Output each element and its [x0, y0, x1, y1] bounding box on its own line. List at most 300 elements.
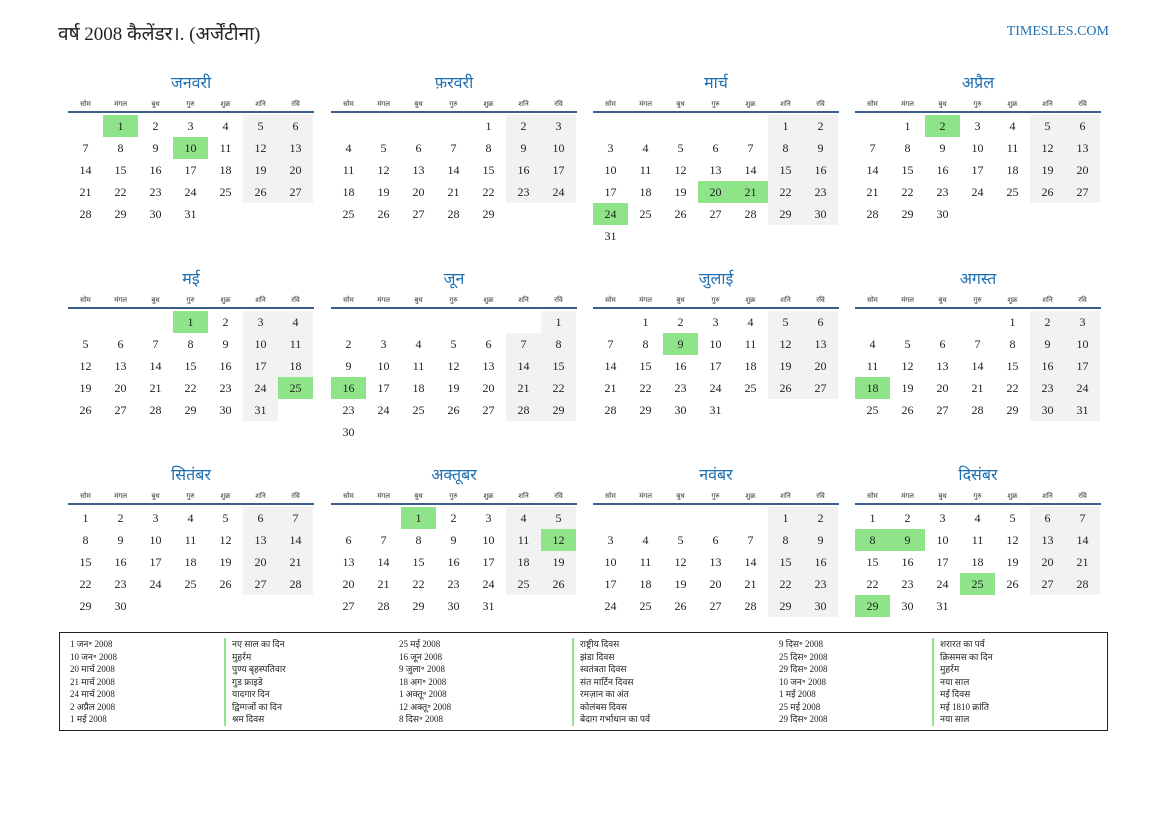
day-cell[interactable]: 17	[936, 555, 949, 569]
day-cell[interactable]: 15	[901, 163, 914, 177]
day-cell[interactable]: 30	[901, 599, 914, 613]
day-cell[interactable]: 9	[117, 533, 124, 547]
day-cell[interactable]: 25	[744, 381, 757, 395]
day-cell[interactable]: 29	[79, 599, 92, 613]
day-cell[interactable]: 26	[674, 599, 687, 613]
day-cell[interactable]: 6	[278, 115, 313, 137]
day-cell[interactable]: 21	[377, 577, 390, 591]
day-cell[interactable]: 27	[243, 573, 278, 595]
day-cell[interactable]: 16	[803, 159, 838, 181]
day-cell[interactable]: 11	[639, 163, 652, 177]
day-cell[interactable]: 30	[803, 595, 838, 617]
day-cell[interactable]: 5	[222, 511, 229, 525]
day-cell[interactable]: 1	[768, 115, 803, 137]
day-cell[interactable]: 10	[971, 141, 984, 155]
day-cell[interactable]: 26	[219, 577, 232, 591]
day-cell[interactable]: 6	[939, 337, 946, 351]
day-cell[interactable]: 6	[345, 533, 352, 547]
day-cell[interactable]: 15	[184, 359, 197, 373]
day-cell[interactable]: 9	[1030, 333, 1065, 355]
day-cell[interactable]: 28	[971, 403, 984, 417]
day-cell[interactable]: 2	[904, 511, 911, 525]
brand-link[interactable]: TIMESLES.COM	[1006, 24, 1109, 39]
day-cell[interactable]: 8	[768, 137, 803, 159]
day-cell[interactable]: 3	[712, 315, 719, 329]
day-cell[interactable]: 6	[485, 337, 492, 351]
day-cell[interactable]: 19	[447, 381, 460, 395]
day-cell[interactable]: 17	[604, 577, 617, 591]
day-cell[interactable]: 25	[184, 577, 197, 591]
day-cell[interactable]: 23	[901, 577, 914, 591]
day-cell[interactable]: 20	[1065, 159, 1100, 181]
holiday-day-cell[interactable]: 1	[173, 311, 208, 333]
day-cell[interactable]: 11	[342, 163, 355, 177]
day-cell[interactable]: 4	[415, 337, 422, 351]
day-cell[interactable]: 12	[243, 137, 278, 159]
day-cell[interactable]: 8	[117, 141, 124, 155]
holiday-day-cell[interactable]: 2	[925, 115, 960, 137]
day-cell[interactable]: 22	[1006, 381, 1019, 395]
day-cell[interactable]: 5	[677, 533, 684, 547]
day-cell[interactable]: 3	[380, 337, 387, 351]
day-cell[interactable]: 8	[415, 533, 422, 547]
day-cell[interactable]: 6	[712, 533, 719, 547]
day-cell[interactable]: 14	[79, 163, 92, 177]
day-cell[interactable]: 16	[114, 555, 127, 569]
day-cell[interactable]: 4	[869, 337, 876, 351]
day-cell[interactable]: 31	[1065, 399, 1100, 421]
day-cell[interactable]: 14	[971, 359, 984, 373]
day-cell[interactable]: 12	[674, 555, 687, 569]
day-cell[interactable]: 25	[412, 403, 425, 417]
day-cell[interactable]: 20	[412, 185, 425, 199]
day-cell[interactable]: 30	[674, 403, 687, 417]
day-cell[interactable]: 4	[1009, 119, 1016, 133]
day-cell[interactable]: 9	[803, 137, 838, 159]
day-cell[interactable]: 14	[866, 163, 879, 177]
day-cell[interactable]: 30	[219, 403, 232, 417]
day-cell[interactable]: 14	[447, 163, 460, 177]
day-cell[interactable]: 25	[639, 207, 652, 221]
day-cell[interactable]: 31	[184, 207, 197, 221]
day-cell[interactable]: 5	[450, 337, 457, 351]
day-cell[interactable]: 26	[447, 403, 460, 417]
day-cell[interactable]: 29	[1006, 403, 1019, 417]
day-cell[interactable]: 17	[604, 185, 617, 199]
day-cell[interactable]: 15	[412, 555, 425, 569]
day-cell[interactable]: 19	[541, 551, 576, 573]
day-cell[interactable]: 3	[607, 533, 614, 547]
day-cell[interactable]: 30	[803, 203, 838, 225]
day-cell[interactable]: 21	[447, 185, 460, 199]
day-cell[interactable]: 15	[768, 159, 803, 181]
day-cell[interactable]: 8	[485, 141, 492, 155]
day-cell[interactable]: 5	[380, 141, 387, 155]
day-cell[interactable]: 3	[974, 119, 981, 133]
day-cell[interactable]: 16	[1030, 355, 1065, 377]
day-cell[interactable]: 9	[450, 533, 457, 547]
day-cell[interactable]: 23	[219, 381, 232, 395]
day-cell[interactable]: 23	[803, 573, 838, 595]
day-cell[interactable]: 22	[114, 185, 127, 199]
day-cell[interactable]: 25	[219, 185, 232, 199]
day-cell[interactable]: 18	[342, 185, 355, 199]
day-cell[interactable]: 15	[639, 359, 652, 373]
day-cell[interactable]: 29	[114, 207, 127, 221]
day-cell[interactable]: 25	[639, 599, 652, 613]
day-cell[interactable]: 13	[482, 359, 495, 373]
day-cell[interactable]: 4	[747, 315, 754, 329]
day-cell[interactable]: 11	[639, 555, 652, 569]
day-cell[interactable]: 7	[869, 141, 876, 155]
day-cell[interactable]: 29	[184, 403, 197, 417]
day-cell[interactable]: 28	[377, 599, 390, 613]
day-cell[interactable]: 27	[803, 377, 838, 399]
day-cell[interactable]: 2	[506, 115, 541, 137]
day-cell[interactable]: 1	[904, 119, 911, 133]
day-cell[interactable]: 1	[485, 119, 492, 133]
day-cell[interactable]: 28	[604, 403, 617, 417]
day-cell[interactable]: 28	[149, 403, 162, 417]
day-cell[interactable]: 22	[901, 185, 914, 199]
day-cell[interactable]: 15	[866, 555, 879, 569]
day-cell[interactable]: 23	[149, 185, 162, 199]
day-cell[interactable]: 3	[485, 511, 492, 525]
day-cell[interactable]: 13	[709, 555, 722, 569]
day-cell[interactable]: 19	[768, 355, 803, 377]
day-cell[interactable]: 16	[901, 555, 914, 569]
day-cell[interactable]: 10	[541, 137, 576, 159]
holiday-day-cell[interactable]: 8	[855, 529, 890, 551]
holiday-day-cell[interactable]: 21	[733, 181, 768, 203]
day-cell[interactable]: 18	[219, 163, 232, 177]
day-cell[interactable]: 23	[114, 577, 127, 591]
day-cell[interactable]: 24	[709, 381, 722, 395]
day-cell[interactable]: 25	[506, 573, 541, 595]
day-cell[interactable]: 18	[639, 185, 652, 199]
holiday-day-cell[interactable]: 9	[890, 529, 925, 551]
day-cell[interactable]: 23	[447, 577, 460, 591]
day-cell[interactable]: 9	[222, 337, 229, 351]
day-cell[interactable]: 19	[219, 555, 232, 569]
day-cell[interactable]: 9	[939, 141, 946, 155]
day-cell[interactable]: 27	[1065, 181, 1100, 203]
day-cell[interactable]: 5	[541, 507, 576, 529]
day-cell[interactable]: 2	[450, 511, 457, 525]
day-cell[interactable]: 13	[709, 163, 722, 177]
day-cell[interactable]: 13	[803, 333, 838, 355]
day-cell[interactable]: 22	[541, 377, 576, 399]
day-cell[interactable]: 18	[971, 555, 984, 569]
day-cell[interactable]: 28	[506, 399, 541, 421]
day-cell[interactable]: 12	[219, 533, 232, 547]
day-cell[interactable]: 31	[482, 599, 495, 613]
day-cell[interactable]: 27	[482, 403, 495, 417]
day-cell[interactable]: 20	[243, 551, 278, 573]
day-cell[interactable]: 2	[222, 315, 229, 329]
day-cell[interactable]: 23	[506, 181, 541, 203]
day-cell[interactable]: 6	[243, 507, 278, 529]
day-cell[interactable]: 19	[1006, 555, 1019, 569]
day-cell[interactable]: 26	[768, 377, 803, 399]
day-cell[interactable]: 31	[936, 599, 949, 613]
day-cell[interactable]: 24	[1065, 377, 1100, 399]
holiday-day-cell[interactable]: 10	[173, 137, 208, 159]
day-cell[interactable]: 26	[1030, 181, 1065, 203]
day-cell[interactable]: 3	[1065, 311, 1100, 333]
day-cell[interactable]: 31	[709, 403, 722, 417]
day-cell[interactable]: 27	[412, 207, 425, 221]
day-cell[interactable]: 10	[482, 533, 495, 547]
day-cell[interactable]: 19	[79, 381, 92, 395]
day-cell[interactable]: 15	[768, 551, 803, 573]
day-cell[interactable]: 8	[541, 333, 576, 355]
day-cell[interactable]: 3	[243, 311, 278, 333]
day-cell[interactable]: 29	[768, 595, 803, 617]
day-cell[interactable]: 11	[971, 533, 984, 547]
day-cell[interactable]: 7	[152, 337, 159, 351]
day-cell[interactable]: 29	[901, 207, 914, 221]
day-cell[interactable]: 13	[936, 359, 949, 373]
day-cell[interactable]: 9	[803, 529, 838, 551]
day-cell[interactable]: 21	[866, 185, 879, 199]
day-cell[interactable]: 14	[377, 555, 390, 569]
holiday-day-cell[interactable]: 1	[103, 115, 138, 137]
day-cell[interactable]: 7	[380, 533, 387, 547]
day-cell[interactable]: 20	[342, 577, 355, 591]
day-cell[interactable]: 16	[219, 359, 232, 373]
day-cell[interactable]: 10	[243, 333, 278, 355]
day-cell[interactable]: 7	[450, 141, 457, 155]
day-cell[interactable]: 17	[243, 355, 278, 377]
day-cell[interactable]: 2	[803, 507, 838, 529]
day-cell[interactable]: 11	[1006, 141, 1019, 155]
day-cell[interactable]: 1	[541, 311, 576, 333]
day-cell[interactable]: 22	[412, 577, 425, 591]
day-cell[interactable]: 29	[768, 203, 803, 225]
day-cell[interactable]: 21	[278, 551, 313, 573]
day-cell[interactable]: 13	[278, 137, 313, 159]
day-cell[interactable]: 23	[674, 381, 687, 395]
day-cell[interactable]: 4	[974, 511, 981, 525]
day-cell[interactable]: 10	[604, 163, 617, 177]
day-cell[interactable]: 24	[243, 377, 278, 399]
day-cell[interactable]: 30	[1030, 399, 1065, 421]
holiday-day-cell[interactable]: 24	[593, 203, 628, 225]
day-cell[interactable]: 7	[974, 337, 981, 351]
day-cell[interactable]: 6	[1030, 507, 1065, 529]
day-cell[interactable]: 3	[187, 119, 194, 133]
day-cell[interactable]: 13	[243, 529, 278, 551]
day-cell[interactable]: 13	[1030, 529, 1065, 551]
day-cell[interactable]: 5	[82, 337, 89, 351]
day-cell[interactable]: 27	[936, 403, 949, 417]
day-cell[interactable]: 10	[377, 359, 390, 373]
day-cell[interactable]: 26	[674, 207, 687, 221]
day-cell[interactable]: 22	[768, 181, 803, 203]
day-cell[interactable]: 6	[712, 141, 719, 155]
day-cell[interactable]: 19	[243, 159, 278, 181]
day-cell[interactable]: 21	[506, 377, 541, 399]
day-cell[interactable]: 7	[607, 337, 614, 351]
day-cell[interactable]: 20	[1030, 551, 1065, 573]
day-cell[interactable]: 9	[152, 141, 159, 155]
day-cell[interactable]: 19	[901, 381, 914, 395]
day-cell[interactable]: 20	[709, 577, 722, 591]
day-cell[interactable]: 27	[278, 181, 313, 203]
day-cell[interactable]: 13	[1065, 137, 1100, 159]
day-cell[interactable]: 11	[866, 359, 879, 373]
day-cell[interactable]: 14	[149, 359, 162, 373]
day-cell[interactable]: 17	[149, 555, 162, 569]
day-cell[interactable]: 11	[184, 533, 197, 547]
day-cell[interactable]: 5	[677, 141, 684, 155]
day-cell[interactable]: 27	[342, 599, 355, 613]
day-cell[interactable]: 15	[541, 355, 576, 377]
day-cell[interactable]: 24	[936, 577, 949, 591]
day-cell[interactable]: 13	[342, 555, 355, 569]
holiday-day-cell[interactable]: 16	[331, 377, 366, 399]
day-cell[interactable]: 29	[639, 403, 652, 417]
day-cell[interactable]: 26	[79, 403, 92, 417]
day-cell[interactable]: 16	[506, 159, 541, 181]
day-cell[interactable]: 22	[79, 577, 92, 591]
day-cell[interactable]: 20	[482, 381, 495, 395]
day-cell[interactable]: 7	[278, 507, 313, 529]
day-cell[interactable]: 26	[243, 181, 278, 203]
day-cell[interactable]: 1	[869, 511, 876, 525]
day-cell[interactable]: 21	[1065, 551, 1100, 573]
day-cell[interactable]: 7	[747, 533, 754, 547]
day-cell[interactable]: 30	[447, 599, 460, 613]
day-cell[interactable]: 13	[412, 163, 425, 177]
day-cell[interactable]: 15	[482, 163, 495, 177]
day-cell[interactable]: 24	[149, 577, 162, 591]
day-cell[interactable]: 16	[936, 163, 949, 177]
day-cell[interactable]: 8	[904, 141, 911, 155]
day-cell[interactable]: 7	[506, 333, 541, 355]
day-cell[interactable]: 29	[482, 207, 495, 221]
day-cell[interactable]: 14	[278, 529, 313, 551]
day-cell[interactable]: 18	[506, 551, 541, 573]
day-cell[interactable]: 23	[342, 403, 355, 417]
day-cell[interactable]: 26	[901, 403, 914, 417]
day-cell[interactable]: 21	[971, 381, 984, 395]
day-cell[interactable]: 6	[1065, 115, 1100, 137]
day-cell[interactable]: 1	[642, 315, 649, 329]
day-cell[interactable]: 4	[278, 311, 313, 333]
day-cell[interactable]: 10	[709, 337, 722, 351]
day-cell[interactable]: 3	[152, 511, 159, 525]
day-cell[interactable]: 10	[604, 555, 617, 569]
day-cell[interactable]: 29	[412, 599, 425, 613]
day-cell[interactable]: 19	[674, 577, 687, 591]
day-cell[interactable]: 2	[152, 119, 159, 133]
day-cell[interactable]: 10	[1065, 333, 1100, 355]
day-cell[interactable]: 4	[642, 141, 649, 155]
day-cell[interactable]: 23	[1030, 377, 1065, 399]
holiday-day-cell[interactable]: 20	[698, 181, 733, 203]
day-cell[interactable]: 17	[1065, 355, 1100, 377]
day-cell[interactable]: 14	[744, 555, 757, 569]
day-cell[interactable]: 16	[447, 555, 460, 569]
day-cell[interactable]: 31	[604, 229, 617, 243]
day-cell[interactable]: 1	[768, 507, 803, 529]
day-cell[interactable]: 1	[1009, 315, 1016, 329]
day-cell[interactable]: 8	[187, 337, 194, 351]
day-cell[interactable]: 5	[768, 311, 803, 333]
day-cell[interactable]: 21	[149, 381, 162, 395]
day-cell[interactable]: 17	[971, 163, 984, 177]
holiday-day-cell[interactable]: 12	[541, 529, 576, 551]
day-cell[interactable]: 12	[447, 359, 460, 373]
day-cell[interactable]: 19	[674, 185, 687, 199]
holiday-day-cell[interactable]: 25	[960, 573, 995, 595]
day-cell[interactable]: 27	[114, 403, 127, 417]
day-cell[interactable]: 28	[744, 599, 757, 613]
day-cell[interactable]: 27	[709, 599, 722, 613]
holiday-day-cell[interactable]: 9	[663, 333, 698, 355]
day-cell[interactable]: 27	[709, 207, 722, 221]
day-cell[interactable]: 21	[744, 577, 757, 591]
day-cell[interactable]: 30	[149, 207, 162, 221]
day-cell[interactable]: 2	[345, 337, 352, 351]
day-cell[interactable]: 24	[971, 185, 984, 199]
day-cell[interactable]: 7	[82, 141, 89, 155]
day-cell[interactable]: 15	[79, 555, 92, 569]
day-cell[interactable]: 5	[243, 115, 278, 137]
day-cell[interactable]: 22	[639, 381, 652, 395]
day-cell[interactable]: 31	[243, 399, 278, 421]
day-cell[interactable]: 8	[768, 529, 803, 551]
day-cell[interactable]: 4	[506, 507, 541, 529]
holiday-day-cell[interactable]: 25	[278, 377, 313, 399]
day-cell[interactable]: 12	[79, 359, 92, 373]
day-cell[interactable]: 14	[744, 163, 757, 177]
day-cell[interactable]: 11	[219, 141, 232, 155]
day-cell[interactable]: 22	[866, 577, 879, 591]
day-cell[interactable]: 10	[936, 533, 949, 547]
day-cell[interactable]: 23	[803, 181, 838, 203]
day-cell[interactable]: 4	[222, 119, 229, 133]
day-cell[interactable]: 16	[149, 163, 162, 177]
day-cell[interactable]: 21	[79, 185, 92, 199]
day-cell[interactable]: 6	[803, 311, 838, 333]
day-cell[interactable]: 28	[278, 573, 313, 595]
holiday-day-cell[interactable]: 18	[855, 377, 890, 399]
day-cell[interactable]: 22	[482, 185, 495, 199]
day-cell[interactable]: 12	[1030, 137, 1065, 159]
day-cell[interactable]: 18	[744, 359, 757, 373]
day-cell[interactable]: 14	[1065, 529, 1100, 551]
day-cell[interactable]: 24	[604, 599, 617, 613]
day-cell[interactable]: 17	[541, 159, 576, 181]
day-cell[interactable]: 18	[1006, 163, 1019, 177]
day-cell[interactable]: 28	[744, 207, 757, 221]
day-cell[interactable]: 18	[184, 555, 197, 569]
day-cell[interactable]: 11	[412, 359, 425, 373]
day-cell[interactable]: 11	[744, 337, 757, 351]
day-cell[interactable]: 5	[904, 337, 911, 351]
day-cell[interactable]: 25	[1006, 185, 1019, 199]
day-cell[interactable]: 11	[278, 333, 313, 355]
day-cell[interactable]: 24	[541, 181, 576, 203]
day-cell[interactable]: 20	[803, 355, 838, 377]
day-cell[interactable]: 12	[768, 333, 803, 355]
day-cell[interactable]: 5	[1030, 115, 1065, 137]
day-cell[interactable]: 16	[803, 551, 838, 573]
day-cell[interactable]: 20	[114, 381, 127, 395]
